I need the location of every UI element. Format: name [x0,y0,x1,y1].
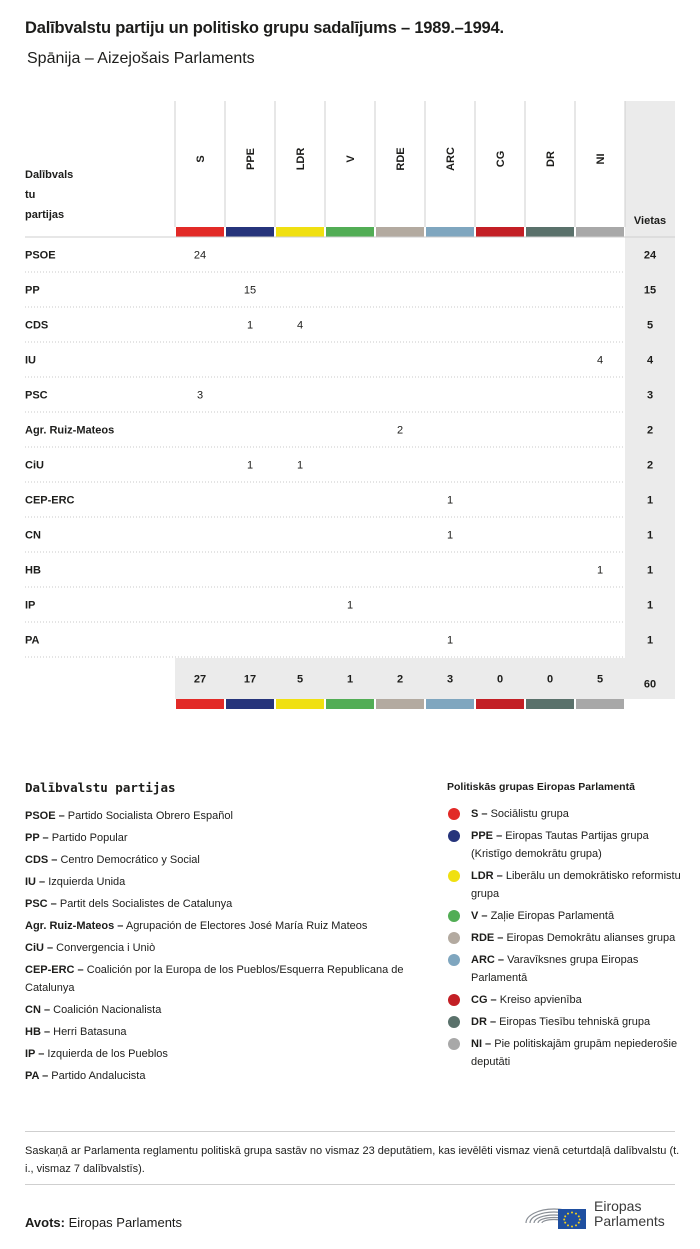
group-header-cg: CG [495,150,507,168]
seat-value: 1 [446,634,454,647]
row-header-label: Dalībvals [25,169,74,181]
row-total: 1 [646,564,654,577]
group-legend-abbr: RDE – [471,932,504,944]
group-color-stripe-s [176,227,224,237]
party-legend-abbr: IP – [25,1048,45,1060]
party-legend-name: Partit dels Socialistes de Catalunya [56,898,233,910]
group-header-arc: ARC [445,147,457,171]
group-header-ppe: PPE [245,147,257,171]
group-color-dot [448,954,460,966]
group-legend-name: Sociālistu grupa [487,808,569,820]
group-color-dot [448,910,460,922]
row-total: 1 [646,529,654,542]
divider [25,1184,675,1185]
party-legend-abbr: Agr. Ruiz-Mateos – [25,920,124,932]
party-legend-name: Coalición por la Europa de los Pueblos/Esquerra Republicana de Catalunya [25,964,404,994]
party-legend-name: Partido Popular [48,832,128,844]
party-label: PSC [25,389,48,402]
party-legend-item [25,961,425,997]
group-legend-item [447,907,687,925]
group-color-stripe-dr [526,227,574,237]
group-legend-abbr: S – [471,808,488,820]
party-label: PSOE [25,249,56,262]
column-total: 2 [396,673,404,686]
group-legend-abbr: ARC – [471,954,505,966]
group-header-ldr: LDR [295,147,307,171]
party-legend-name: Coalición Nacionalista [50,1004,162,1016]
group-color-stripe-bottom-ldr [276,699,324,709]
group-legend [447,781,687,1075]
column-total: 5 [296,673,304,686]
group-color-dot [448,994,460,1006]
group-header-v: V [345,155,357,163]
group-legend-item [447,1035,687,1071]
seat-value: 3 [196,389,204,402]
party-legend-abbr: CN – [25,1004,51,1016]
party-legend [25,780,425,1089]
party-legend-item [25,939,425,957]
group-legend-abbr: PPE – [471,830,503,842]
row-total: 1 [646,634,654,647]
group-color-stripe-bottom-arc [426,699,474,709]
group-color-stripe-bottom-ppe [226,699,274,709]
party-label: IP [25,599,36,612]
party-label: PP [25,284,40,297]
party-legend-item [25,1067,425,1085]
party-legend-abbr: PP – [25,832,49,844]
party-legend-abbr: PSC – [25,898,57,910]
logo-line2: Parlaments [594,1213,665,1229]
party-legend-abbr: CDS – [25,854,58,866]
group-legend-abbr: V – [471,910,488,922]
party-legend-item [25,851,425,869]
group-color-stripe-ldr [276,227,324,237]
party-legend-name: Izquierda Unida [45,876,126,888]
party-legend-abbr: HB – [25,1026,51,1038]
group-color-dot [448,808,460,820]
group-legend-name: Kreiso apvienība [496,994,582,1006]
group-legend-item [447,929,687,947]
european-parliament-logo [522,1193,682,1233]
grand-total: 60 [643,678,657,691]
group-legend-item [447,951,687,987]
party-legend-item [25,917,425,935]
party-label: Agr. Ruiz-Mateos [25,424,115,437]
seat-value: 1 [246,459,254,472]
group-legend-item [447,1013,687,1031]
group-legend-item [447,827,687,863]
party-legend-name: Convergencia i Uniò [53,942,156,954]
column-total: 1 [346,673,354,686]
page-subtitle: Spānija – Aizejošais Parlaments [27,50,255,67]
seat-value: 1 [596,564,604,577]
group-header-rde: RDE [395,147,407,171]
column-total: 17 [243,673,257,686]
party-label: CDS [25,319,49,332]
group-color-stripe-bottom-rde [376,699,424,709]
group-color-stripe-ppe [226,227,274,237]
group-color-stripe-rde [376,227,424,237]
party-legend-item [25,807,425,825]
row-total: 2 [646,424,654,437]
seat-value: 1 [296,459,304,472]
party-label: CN [25,529,41,542]
row-total: 2 [646,459,654,472]
party-legend-name: Partido Andalucista [48,1070,146,1082]
party-legend-abbr: IU – [25,876,46,888]
seat-value: 15 [243,284,257,297]
party-legend-abbr: CiU – [25,942,54,954]
seat-value: 2 [396,424,404,437]
party-legend-name: Izquierda de los Pueblos [44,1048,168,1060]
column-total: 27 [193,673,207,686]
source-line [25,1215,182,1230]
column-total: 3 [446,673,454,686]
party-label: HB [25,564,41,577]
row-header-label: partijas [25,209,65,221]
party-legend-item [25,1045,425,1063]
group-legend-abbr: NI – [471,1038,492,1050]
group-legend-name: Liberālu un demokrātisko reformistu grupa [471,870,681,900]
group-color-stripe-arc [426,227,474,237]
group-legend-heading: Politiskās grupas Eiropas Parlamentā [447,781,635,793]
party-legend-abbr: PSOE – [25,810,65,822]
column-total: 0 [496,673,504,686]
group-legend-abbr: DR – [471,1016,497,1028]
group-legend-item [447,867,687,903]
group-color-dot [448,830,460,842]
total-header: Vietas [633,215,667,227]
seat-value: 1 [446,494,454,507]
party-legend-name: Herri Batasuna [50,1026,127,1038]
seat-value: 1 [446,529,454,542]
group-color-dot [448,1038,460,1050]
group-legend-name: Eiropas Tautas Partijas grupa (Kristīgo demokrātu grupa) [471,830,649,860]
party-legend-item [25,1001,425,1019]
party-label: CiU [25,459,44,472]
group-color-stripe-bottom-cg [476,699,524,709]
row-total: 24 [643,249,657,262]
group-legend-abbr: LDR – [471,870,503,882]
row-total: 5 [646,319,654,332]
group-legend-name: Eiropas Demokrātu alianses grupa [503,932,676,944]
group-legend-item [447,805,687,823]
party-legend-name: Partido Socialista Obrero Español [64,810,233,822]
group-header-s: S [195,155,207,163]
seat-value: 24 [193,249,207,262]
seat-value: 4 [296,319,304,332]
group-legend-name: Varavīksnes grupa Eiropas Parlamentā [471,954,639,984]
group-legend-name: Eiropas Tiesību tehniskā grupa [496,1016,651,1028]
row-total: 1 [646,599,654,612]
hemicycle-icon [522,1193,592,1233]
row-total: 15 [643,284,657,297]
row-total: 1 [646,494,654,507]
party-label: PA [25,634,40,647]
row-total: 4 [646,354,654,367]
page-title: Dalībvalstu partiju un politisko grupu sadalījums – 1989.–1994. [25,19,504,37]
party-legend-item [25,1023,425,1041]
seat-value: 1 [346,599,354,612]
group-legend-name: Pie politiskajām grupām nepiederošie deputāti [471,1038,678,1068]
source-label: Avots: [25,1215,65,1230]
party-legend-item [25,829,425,847]
group-color-stripe-bottom-dr [526,699,574,709]
group-color-stripe-cg [476,227,524,237]
group-legend-item [447,991,687,1009]
group-header-dr: DR [545,151,557,167]
divider [25,1131,675,1132]
group-color-dot [448,1016,460,1028]
row-total: 3 [646,389,654,402]
group-color-stripe-bottom-v [326,699,374,709]
row-header-label: tu [25,189,36,201]
group-color-dot [448,932,460,944]
group-color-stripe-ni [576,227,624,237]
party-legend-abbr: PA – [25,1070,49,1082]
seat-value: 1 [246,319,254,332]
source-value: Eiropas Parlaments [68,1215,183,1230]
group-legend-abbr: CG – [471,994,497,1006]
party-legend-item [25,873,425,891]
party-legend-abbr: CEP-ERC – [25,964,84,976]
party-legend-heading: Dalībvalstu partijas [25,780,176,795]
logo-line1: Eiropas [594,1198,642,1214]
party-label: CEP-ERC [25,494,75,507]
group-color-stripe-bottom-s [176,699,224,709]
group-header-ni: NI [595,153,607,165]
column-total: 5 [596,673,604,686]
party-legend-name: Centro Democrático y Social [57,854,200,866]
party-legend-name: Agrupación de Electores José María Ruiz Mateos [123,920,368,932]
group-legend-name: Zaļie Eiropas Parlamentā [487,910,615,922]
party-legend-item [25,895,425,913]
party-label: IU [25,354,36,367]
footnote: Saskaņā ar Parlamenta reglamentu politiskā grupa sastāv no vismaz 23 deputātiem, kas ievēlēti vismaz vienā ceturtdaļā dalībvalstu (t. i., vismaz 7 dalībvalstīs). [25,1145,680,1175]
seat-value: 4 [596,354,604,367]
group-color-stripe-v [326,227,374,237]
group-color-dot [448,870,460,882]
column-total: 0 [546,673,554,686]
group-color-stripe-bottom-ni [576,699,624,709]
